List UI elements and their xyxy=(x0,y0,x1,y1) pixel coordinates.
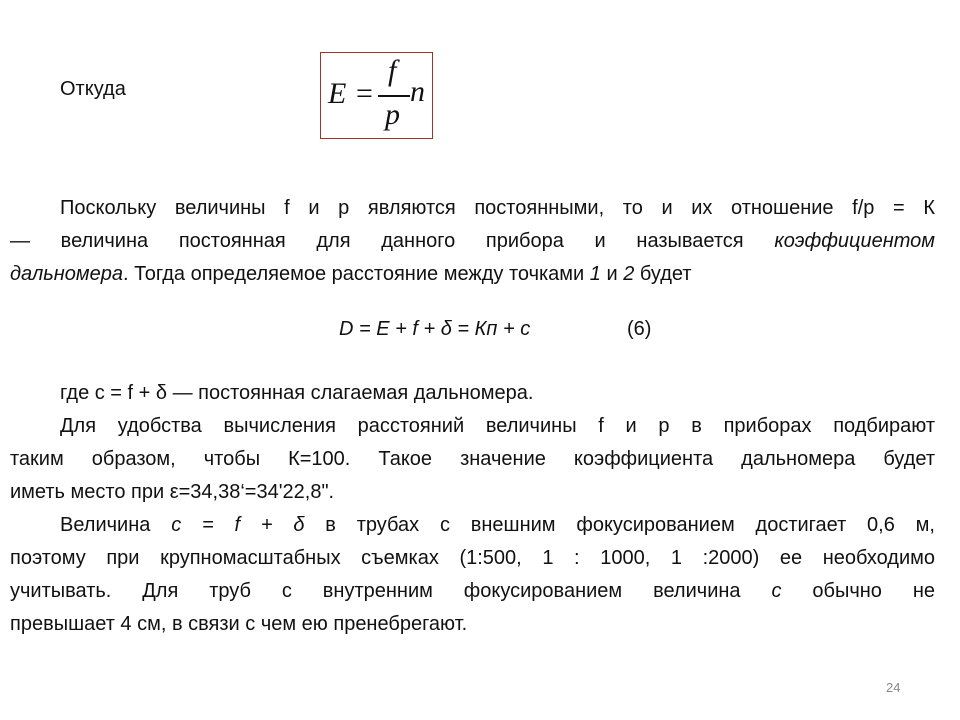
para4-line4: превышает 4 см, в связи с чем ею пренебрегают. xyxy=(10,613,468,635)
formula-numerator: f xyxy=(388,54,397,87)
para1-and: и xyxy=(600,263,624,285)
para4-line3a: учитывать. Для труб с внутренним фокусированием величина xyxy=(10,580,772,602)
para2-text: где с = f + δ — постоянная слагаемая дальномера. xyxy=(60,382,534,404)
equation-6: D = Е + f + δ = Кп + с xyxy=(339,318,531,340)
para4-line1c: в трубах с внешним фокусированием достигает 0,6 м, xyxy=(304,514,935,536)
para4-line3c: обычно не xyxy=(781,580,935,602)
para4-line2: поэтому при крупномасштабных съемках (1:500, 1 : 1000, 1 :2000) ее необходимо xyxy=(10,547,935,569)
para1-term: коэффициентом xyxy=(774,230,935,252)
para1-line2a: — величина постоянная для данного прибора и называется xyxy=(10,230,775,252)
equation-number: (6) xyxy=(627,318,652,340)
paragraph-constants xyxy=(10,192,935,291)
para4-c: с xyxy=(771,580,782,602)
para3-line3: иметь место при ε=34,38‘=34'22,8". xyxy=(10,481,335,503)
formula-box xyxy=(320,52,433,139)
para1-term-cont: дальномера xyxy=(10,263,123,285)
formula-equals: = xyxy=(356,77,373,110)
point-1: 1 xyxy=(589,263,601,285)
para1-line3b: . Тогда определяемое расстояние между точками xyxy=(122,263,590,285)
fraction-bar xyxy=(378,95,410,97)
point-2: 2 xyxy=(623,263,635,285)
para1-line1: Поскольку величины f и р являются постоянными, то и их отношение f/p = К xyxy=(60,197,935,219)
para1-line3f: будет xyxy=(634,263,692,285)
page-number: 24 xyxy=(886,680,901,695)
paragraph-convenience xyxy=(10,410,935,509)
formula-denominator: p xyxy=(385,98,400,131)
para3-line2: таким образом, чтобы К=100. Такое значение коэффициента дальномера будет xyxy=(10,448,935,470)
paragraph-constant-term xyxy=(10,377,935,410)
lead-word: Откуда xyxy=(60,78,126,100)
para4-expression: с = f + δ xyxy=(171,514,305,536)
paragraph-value xyxy=(10,509,935,641)
para4-line1a: Величина xyxy=(60,514,172,536)
formula-factor: n xyxy=(410,75,425,108)
formula-lhs: E xyxy=(328,77,347,110)
para3-line1: Для удобства вычисления расстояний величины f и р в приборах подбирают xyxy=(60,415,935,437)
